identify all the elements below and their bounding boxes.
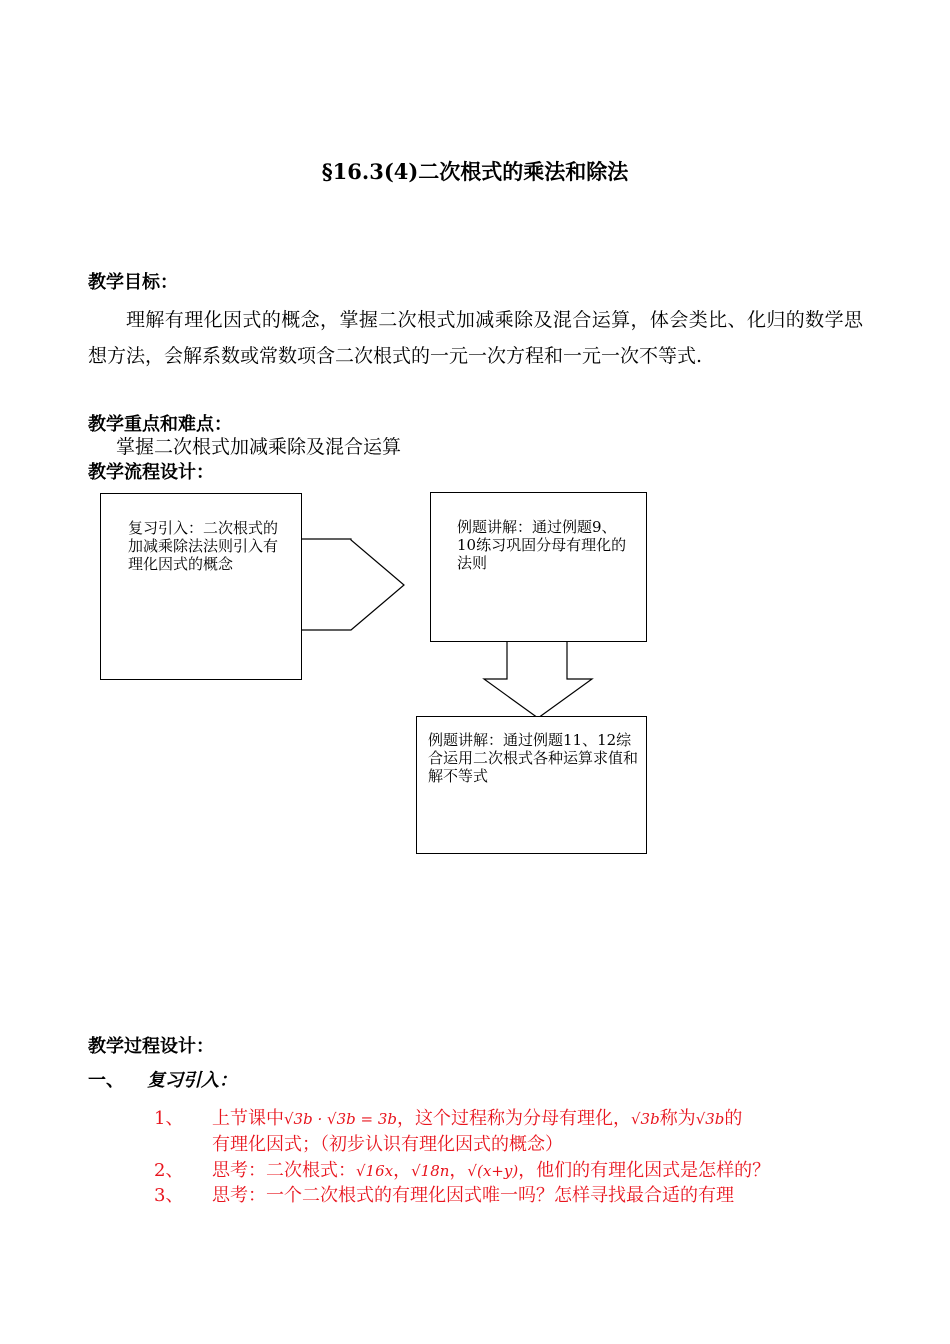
flow-box-2-text: 例题讲解：通过例题9、10练习巩固分母有理化的法则 — [457, 518, 627, 572]
item2-text-a: 思考：二次根式： — [212, 1160, 356, 1181]
item2-number: 2、 — [154, 1160, 184, 1181]
item3-number: 3、 — [154, 1185, 184, 1206]
flow-box-3-text: 例题讲解：通过例题11、12综合运用二次根式各种运算求值和解不等式 — [428, 731, 639, 785]
down-arrow — [484, 641, 592, 718]
right-arrow — [301, 539, 404, 630]
item3-line: 思考：一个二次根式的有理化因式唯一吗？怎样寻找最合适的有理 — [212, 1185, 734, 1206]
page-title: §16.3(4)二次根式的乘法和除法 — [321, 159, 629, 184]
section1-title: 复习引入： — [147, 1070, 237, 1091]
item1-text-a: 上节课中 — [212, 1108, 284, 1129]
item1-math-radical-1: √3b — [630, 1110, 660, 1128]
item1-line2: 有理化因式；（初步认识有理化因式的概念） — [212, 1134, 563, 1155]
objectives-heading: 教学目标： — [88, 272, 178, 293]
flow-box-1-text: 复习引入：二次根式的加减乘除法法则引入有理化因式的概念 — [128, 519, 279, 573]
item2-math-1: √16x — [356, 1162, 394, 1180]
item1-text-c: 称为 — [659, 1108, 696, 1129]
item2-text-b: ，他们的有理化因式是怎样的？ — [518, 1160, 771, 1181]
item1-line1 — [212, 1104, 742, 1130]
item1-number: 1、 — [154, 1108, 184, 1129]
objectives-text: 理解有理化因式的概念，掌握二次根式加减乘除及混合运算，体会类比、化归的数学思想方法，会解系数或常数项含二次根式的一元一次方程和一元一次不等式. — [88, 309, 863, 367]
item2-line: 思考：二次根式：√16x，√18n，√(x+y)，他们的有理化因式是怎样的？ — [212, 1160, 771, 1181]
item1-text-b: ，这个过程称为分母有理化， — [396, 1108, 631, 1129]
key-points-text: 掌握二次根式加减乘除及混合运算 — [116, 436, 402, 458]
item1-math-radical-2: √3b — [695, 1110, 725, 1128]
flow-heading: 教学流程设计： — [88, 462, 214, 483]
item1-text-d: 的 — [724, 1108, 743, 1129]
section1-number: 一、 — [88, 1070, 124, 1091]
key-points-heading: 教学重点和难点： — [88, 414, 232, 435]
item2-math-2: √18n — [411, 1162, 450, 1180]
process-heading: 教学过程设计： — [88, 1036, 214, 1057]
item2-math-3: √(x+y) — [467, 1162, 519, 1180]
item1-math-product: √3b · √3b = 3b — [284, 1110, 397, 1128]
